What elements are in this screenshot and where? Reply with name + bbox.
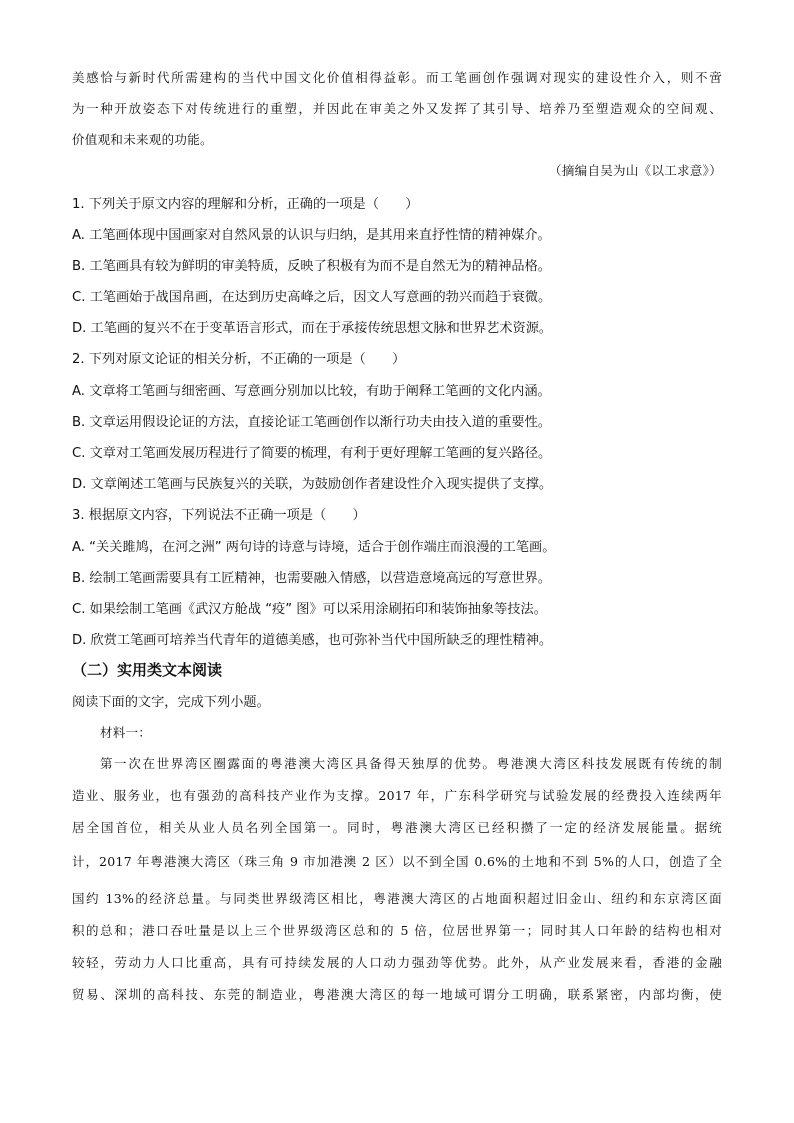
- material-line-8: 贸易、深圳的高科技、东莞的制造业，粤港澳大湾区的每一地域可谓分工明确，联系紧密，内部均衡，使: [72, 987, 722, 1002]
- question-2-stem: 2. 下列对原文论证的相关分析，不正确的一项是（ ）: [72, 352, 406, 367]
- question-1-stem: 1. 下列关于原文内容的理解和分析，正确的一项是（ ）: [72, 197, 419, 212]
- question-3-option-a[interactable]: A. “关关雎鸠，在河之洲” 两句诗的诗意与诗境，适合于创作端庄而浪漫的工笔画。: [72, 540, 556, 555]
- question-2-option-c[interactable]: C. 文章对工笔画发展历程进行了简要的梳理，有利于更好理解工笔画的复兴路径。: [72, 446, 552, 461]
- passage-source: （摘编自吴为山《以工求意》）: [549, 163, 722, 178]
- material-line-6: 积的总和；港口吞吐量是以上三个世界级湾区总和的 5 倍，位居世界第一；同时其人口年龄的结构也相对: [72, 923, 722, 938]
- question-1-option-a[interactable]: A. 工笔画体现中国画家对自然风景的认识与归纳，是其用来直抒性情的精神媒介。: [72, 228, 551, 243]
- material-label: 材料一：: [100, 725, 152, 740]
- section-heading: （二）实用类文本阅读: [72, 661, 223, 679]
- question-3-option-c[interactable]: C. 如果绘制工笔画《武汉方舱战 “疫” 图》可以采用涂刷拓印和装饰抽象等技法。: [72, 602, 547, 617]
- question-2-option-b[interactable]: B. 文章运用假设论证的方法，直接论证工笔画创作以渐行功夫由技入道的重要性。: [72, 415, 551, 430]
- material-line-1: 第一次在世界湾区圈露面的粤港澳大湾区具备得天独厚的优势。粤港澳大湾区科技发展既有传统的制: [100, 756, 722, 771]
- passage-line-3: 价值观和未来观的功能。: [72, 132, 213, 147]
- section-instruction: 阅读下面的文字，完成下列小题。: [72, 695, 270, 710]
- question-3-option-d[interactable]: D. 欣赏工笔画可培养当代青年的道德美感，也可弥补当代中国所缺乏的理性精神。: [72, 633, 553, 648]
- question-2-option-d[interactable]: D. 文章阐述工笔画与民族复兴的关联，为鼓励创作者建设性介入现实提供了支撑。: [72, 477, 553, 492]
- material-line-7: 较轻，劳动力人口比重高，具有可持续发展的人口动力强劲等优势。此外，从产业发展来看，香港的金融: [72, 955, 722, 970]
- question-1-option-d[interactable]: D. 工笔画的复兴不在于变革语言形式，而在于承接传统思想文脉和世界艺术资源。: [72, 321, 553, 336]
- material-line-2: 造业、服务业，也有强劲的高科技产业作为支撑。2017 年，广东科学研究与试验发展的经费投入连续两年: [72, 788, 722, 803]
- passage-line-2: 为一种开放姿态下对传统进行的重塑，并因此在审美之外又发挥了其引导、培养乃至塑造观众的空间观、: [72, 101, 722, 116]
- material-line-4: 计，2017 年粤港澳大湾区（珠三角 9 市加港澳 2 区）以不到全国 0.6%的土地和不到 5%的人口，创造了全: [72, 854, 722, 869]
- question-3-stem: 3. 根据原文内容，下列说法不正确一项是（ ）: [72, 508, 366, 523]
- question-1-option-c[interactable]: C. 工笔画始于战国帛画，在达到历史高峰之后，因文人写意画的勃兴而趋于衰微。: [72, 290, 552, 305]
- question-1-option-b[interactable]: B. 工笔画具有较为鲜明的审美特质，反映了积极有为而不是自然无为的精神品格。: [72, 259, 551, 274]
- question-2-option-a[interactable]: A. 文章将工笔画与细密画、写意画分别加以比较，有助于阐释工笔画的文化内涵。: [72, 384, 551, 399]
- material-line-5: 国约 13%的经济总量。与同类世界级湾区相比，粤港澳大湾区的占地面积超过旧金山、纽约和东京湾区面: [72, 891, 722, 906]
- passage-line-1: 美感恰与新时代所需建构的当代中国文化价值相得益彰。而工笔画创作强调对现实的建设性介入，则不啻: [72, 70, 722, 85]
- question-3-option-b[interactable]: B. 绘制工笔画需要具有工匠精神，也需要融入情感，以营造意境高远的写意世界。: [72, 571, 551, 586]
- material-line-3: 居全国首位，相关从业人员名列全国第一。同时，粤港澳大湾区已经积攒了一定的经济发展能量。据统: [72, 820, 722, 835]
